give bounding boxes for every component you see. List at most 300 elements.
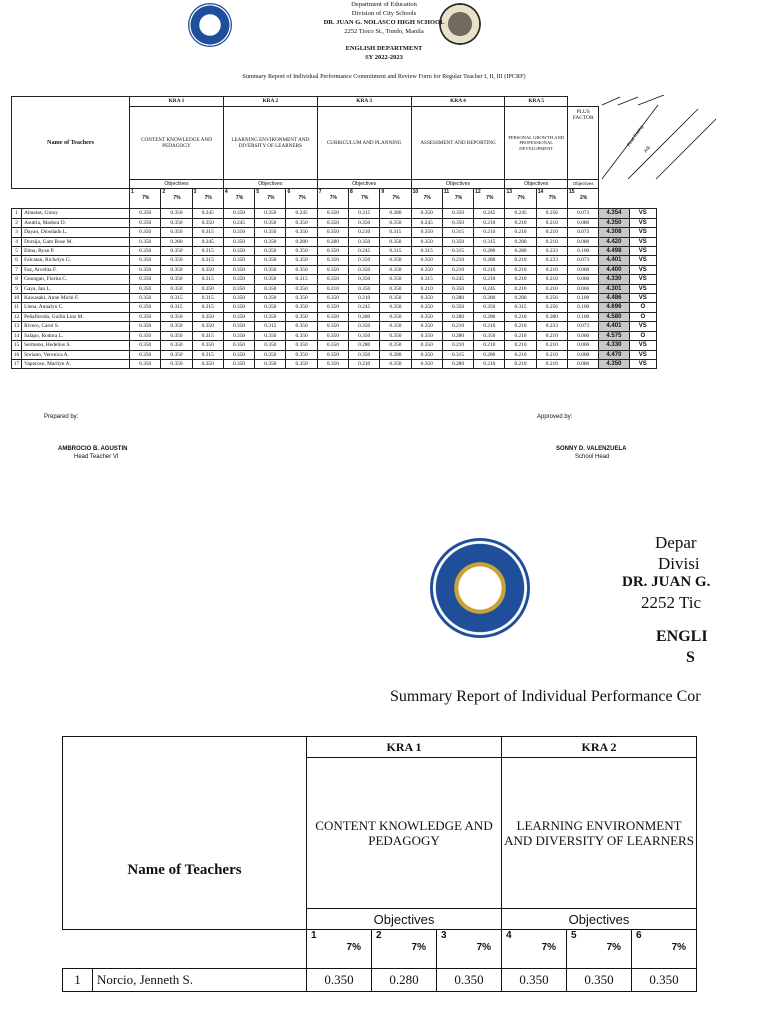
score-cell: 0.350	[223, 237, 254, 246]
score-cell: 0.350	[349, 265, 380, 274]
score-cell: 0.210	[505, 312, 536, 321]
score-cell: 0.350	[223, 228, 254, 237]
row-number: 11	[12, 303, 22, 312]
score-cell: 0.210	[474, 265, 505, 274]
zoom-score-cell: 0.280	[372, 969, 437, 992]
zoom-objective-number: 2	[376, 930, 382, 941]
kra-3-title: CURRICULUM AND PLANNING	[317, 107, 411, 180]
zoom-objective-number-cell	[307, 930, 372, 969]
zoom-objective-number: 4	[506, 930, 512, 941]
score-cell: 0.350	[130, 209, 161, 218]
zoom-score-cell: 0.350	[307, 969, 372, 992]
score-cell: 0.210	[536, 218, 567, 227]
score-cell: 0.350	[223, 322, 254, 331]
row-number: 1	[12, 209, 22, 218]
final-rating-cell: 4.350	[599, 218, 629, 227]
score-cell: 0.350	[130, 275, 161, 284]
prepared-by-name: AMBROCIO B. AGUSTIN	[58, 446, 128, 452]
score-cell: 0.350	[286, 228, 317, 237]
score-cell: 0.350	[411, 331, 442, 340]
teacher-name: Abuetas, Ginny	[22, 209, 130, 218]
score-cell: 0.350	[411, 256, 442, 265]
objective-number: 6	[287, 189, 291, 196]
zoom-kra-1-title: CONTENT KNOWLEDGE AND PEDAGOGY	[307, 758, 502, 909]
score-cell: 0.350	[130, 265, 161, 274]
objective-weight: 7%	[267, 195, 275, 202]
row-number: 2	[12, 218, 22, 227]
table-row	[12, 359, 657, 368]
score-cell: 0.350	[317, 331, 348, 340]
score-cell: 0.350	[223, 312, 254, 321]
score-cell: 0.350	[286, 256, 317, 265]
score-cell: 0.350	[380, 331, 411, 340]
zoom-objective-weight: 7%	[541, 942, 557, 953]
score-cell: 0.350	[317, 218, 348, 227]
row-number: 10	[12, 294, 22, 303]
score-cell: 0.350	[349, 322, 380, 331]
score-cell: 0.350	[286, 312, 317, 321]
score-cell: 0.280	[380, 350, 411, 359]
score-cell: 0.350	[317, 247, 348, 256]
table-row	[12, 331, 657, 340]
score-cell: 0.350	[223, 256, 254, 265]
score-cell: 0.315	[380, 228, 411, 237]
deped-seal-large-icon	[430, 538, 530, 638]
table-row	[12, 237, 657, 246]
score-cell: 0.210	[349, 359, 380, 368]
table-row	[12, 228, 657, 237]
objective-weight: 7%	[329, 195, 337, 202]
score-cell: 0.315	[192, 331, 223, 340]
score-cell: 0.350	[255, 237, 286, 246]
kra-3-objectives: Objectives	[317, 180, 411, 189]
score-cell: 0.210	[442, 265, 473, 274]
score-cell: 0.350	[255, 312, 286, 321]
score-cell: 0.350	[349, 218, 380, 227]
final-rating-cell: 4.400	[599, 265, 629, 274]
row-number: 6	[12, 256, 22, 265]
final-rating-cell: 4.486	[599, 294, 629, 303]
score-cell: 0.350	[255, 303, 286, 312]
score-cell: 0.210	[505, 322, 536, 331]
score-cell: 0.210	[442, 322, 473, 331]
score-cell: 0.350	[161, 284, 192, 293]
kra-5-label: KRA 5	[505, 97, 568, 107]
score-cell: 0.245	[192, 237, 223, 246]
zoom-department-name: ENGLI	[656, 628, 708, 645]
kra-5-objectives: Objectives	[505, 180, 568, 189]
zoom-objective-weight: 7%	[606, 942, 622, 953]
kra-1-title: CONTENT KNOWLEDGE AND PEDAGOGY	[130, 107, 224, 180]
score-cell: 0.350	[411, 350, 442, 359]
table-row	[12, 312, 657, 321]
teacher-name: Peñaflorida, Guilla Linz M.	[22, 312, 130, 321]
approved-by-name: SONNY D. VALENZUELA	[556, 446, 627, 452]
score-cell: 0.350	[411, 359, 442, 368]
score-cell: 0.350	[255, 247, 286, 256]
score-cell: 0.280	[505, 247, 536, 256]
score-cell: 0.350	[286, 322, 317, 331]
score-cell: 0.350	[380, 275, 411, 284]
score-cell: 0.210	[505, 359, 536, 368]
objective-number-cell	[505, 189, 536, 209]
score-cell: 0.350	[380, 256, 411, 265]
score-cell: 0.350	[161, 275, 192, 284]
score-cell: 0.210	[474, 275, 505, 284]
adjectival-rating-cell: VS	[629, 322, 656, 331]
score-cell: 0.280	[505, 294, 536, 303]
zoom-school-name: DR. JUAN G.	[622, 574, 711, 590]
score-cell: 0.350	[255, 359, 286, 368]
objective-weight: 7%	[517, 195, 525, 202]
division-text: Division of City Schools	[351, 10, 417, 17]
score-cell: 0.060	[568, 350, 599, 359]
score-cell: 0.350	[442, 209, 473, 218]
table-row	[12, 275, 657, 284]
score-cell: 0.350	[442, 284, 473, 293]
score-cell: 0.350	[317, 265, 348, 274]
score-cell: 0.350	[130, 228, 161, 237]
objective-number-row	[12, 189, 657, 209]
score-cell: 0.350	[161, 331, 192, 340]
score-cell: 0.210	[505, 228, 536, 237]
objective-number-cell	[411, 189, 442, 209]
table-row	[12, 265, 657, 274]
adjectival-rating-cell: VS	[629, 284, 656, 293]
score-cell: 0.256	[536, 294, 567, 303]
objective-number-cell	[474, 189, 505, 209]
kra-2-title: LEARNING ENVIRONMENT AND DIVERSITY OF LEARNERS	[223, 107, 317, 180]
zoom-objective-number-cell	[632, 930, 697, 969]
final-rating-cell: 4.301	[599, 284, 629, 293]
score-cell: 0.350	[130, 341, 161, 350]
score-cell: 0.210	[474, 322, 505, 331]
score-cell: 0.350	[349, 256, 380, 265]
score-cell: 0.350	[286, 331, 317, 340]
objective-number-cell	[286, 189, 317, 209]
score-cell: 0.245	[349, 247, 380, 256]
score-cell: 0.350	[286, 247, 317, 256]
zoom-division-text: Divisi	[658, 554, 700, 573]
final-rating-cell: 4.498	[599, 247, 629, 256]
zoom-objective-number: 5	[571, 930, 577, 941]
score-cell: 0.350	[223, 265, 254, 274]
objective-weight: 7%	[454, 195, 463, 202]
objective-number: 8	[350, 189, 353, 196]
adjectival-rating-cell: VS	[629, 256, 656, 265]
final-rating-cell: 4.401	[599, 322, 629, 331]
score-cell: 0.233	[536, 256, 567, 265]
score-cell: 0.060	[568, 341, 599, 350]
adjectival-rating-cell: VS	[629, 237, 656, 246]
score-cell: 0.350	[223, 303, 254, 312]
teacher-name: Guongan, Florita C.	[22, 275, 130, 284]
score-cell: 0.280	[505, 237, 536, 246]
score-cell: 0.100	[568, 303, 599, 312]
score-cell: 0.245	[474, 284, 505, 293]
score-cell: 0.350	[411, 341, 442, 350]
score-cell: 0.350	[317, 209, 348, 218]
score-cell: 0.350	[255, 256, 286, 265]
score-cell: 0.315	[192, 228, 223, 237]
blank-cell	[568, 97, 599, 107]
score-cell: 0.350	[161, 218, 192, 227]
score-cell: 0.350	[161, 256, 192, 265]
score-cell: 0.315	[286, 275, 317, 284]
score-cell: 0.245	[505, 209, 536, 218]
score-cell: 0.350	[130, 359, 161, 368]
final-rating-cell: 4.580	[599, 312, 629, 321]
kra-4-label: KRA 4	[411, 97, 505, 107]
score-cell: 0.315	[192, 303, 223, 312]
objective-weight: 7%	[392, 195, 400, 202]
score-cell: 0.080	[568, 237, 599, 246]
adjectival-rating-cell: O	[629, 303, 656, 312]
score-cell: 0.210	[536, 359, 567, 368]
score-cell: 0.350	[223, 247, 254, 256]
score-cell: 0.350	[161, 341, 192, 350]
objective-weight: 7%	[423, 195, 431, 202]
score-cell: 0.350	[192, 322, 223, 331]
objective-number: 15	[569, 189, 575, 196]
score-cell: 0.350	[349, 237, 380, 246]
adjectival-rating-cell: VS	[629, 341, 656, 350]
score-cell: 0.233	[536, 322, 567, 331]
zoom-score-cell: 0.350	[632, 969, 697, 992]
score-cell: 0.350	[255, 275, 286, 284]
score-cell: 0.210	[474, 359, 505, 368]
score-cell: 0.315	[411, 247, 442, 256]
zoom-score-cell: 0.350	[567, 969, 632, 992]
score-cell: 0.315	[192, 275, 223, 284]
score-cell: 0.350	[255, 341, 286, 350]
score-cell: 0.060	[568, 331, 599, 340]
zoom-kra-2-label: KRA 2	[502, 737, 697, 758]
score-cell: 0.210	[317, 284, 348, 293]
plus-factor-title: PLUS FACTOR	[568, 107, 599, 180]
score-cell: 0.280	[161, 237, 192, 246]
score-cell: 0.350	[317, 228, 348, 237]
kra-2-label: KRA 2	[223, 97, 317, 107]
zoom-objective-number-row	[63, 930, 697, 969]
objective-number-cell	[223, 189, 254, 209]
final-rating-cell: 4.330	[599, 275, 629, 284]
score-cell: 0.350	[286, 294, 317, 303]
score-cell: 0.280	[474, 247, 505, 256]
score-cell: 0.350	[130, 284, 161, 293]
teacher-name: Kawasaki, Anne Michi F.	[22, 294, 130, 303]
adjectival-rating-cell: O	[629, 312, 656, 321]
score-cell: 0.350	[161, 228, 192, 237]
score-cell: 0.210	[505, 256, 536, 265]
zoom-objective-number-cell	[437, 930, 502, 969]
row-number: 4	[12, 237, 22, 246]
zoom-objective-number: 3	[441, 930, 447, 941]
score-cell: 0.350	[411, 209, 442, 218]
score-cell: 0.245	[223, 218, 254, 227]
score-cell: 0.245	[474, 209, 505, 218]
score-cell: 0.350	[223, 284, 254, 293]
objective-number: 10	[412, 189, 419, 196]
department-text: Department of Education	[351, 1, 417, 8]
score-cell: 0.350	[161, 312, 192, 321]
objective-number-cell	[536, 189, 567, 209]
score-cell: 0.210	[411, 284, 442, 293]
score-cell: 0.280	[442, 359, 473, 368]
final-rating-cell: 4.420	[599, 237, 629, 246]
score-cell: 0.350	[317, 275, 348, 284]
objective-number-cell	[161, 189, 192, 209]
school-year: SY 2022-2023	[365, 54, 403, 61]
score-cell: 0.280	[474, 350, 505, 359]
score-cell: 0.350	[192, 341, 223, 350]
score-cell: 0.073	[568, 228, 599, 237]
objective-number-cell	[192, 189, 223, 209]
score-cell: 0.256	[536, 303, 567, 312]
score-cell: 0.245	[286, 209, 317, 218]
final-rating-cell: 4.354	[599, 209, 629, 218]
score-cell: 0.210	[442, 341, 473, 350]
score-cell: 0.245	[192, 209, 223, 218]
score-cell: 0.060	[568, 265, 599, 274]
adjectival-rating-cell: VS	[629, 218, 656, 227]
objective-number: 9	[381, 189, 385, 196]
score-cell: 0.350	[442, 303, 473, 312]
final-rating-cell: 4.330	[599, 341, 629, 350]
score-cell: 0.280	[349, 312, 380, 321]
score-cell: 0.210	[505, 218, 536, 227]
row-number: 15	[12, 341, 22, 350]
department-name: ENGLISH DEPARTMENT	[345, 45, 423, 52]
objective-number: 11	[443, 189, 450, 196]
approved-by-title: School Head	[575, 454, 610, 460]
score-cell: 0.350	[161, 350, 192, 359]
score-cell: 0.315	[474, 237, 505, 246]
zoom-objective-weight: 7%	[346, 942, 361, 953]
score-cell: 0.315	[380, 247, 411, 256]
teacher-name: Llena, Annalyn C.	[22, 303, 130, 312]
zoom-name-header: Name of Teachers	[63, 737, 307, 930]
teacher-name: Faz, Arcelita F.	[22, 265, 130, 274]
ipcrf-summary-table	[11, 96, 657, 369]
score-cell: 0.350	[411, 303, 442, 312]
score-cell: 0.210	[536, 237, 567, 246]
score-cell: 0.315	[192, 256, 223, 265]
score-cell: 0.350	[411, 237, 442, 246]
row-number: 13	[12, 322, 22, 331]
score-cell: 0.256	[536, 209, 567, 218]
adjectival-rating-cell: VS	[629, 359, 656, 368]
objective-number: 4	[224, 189, 228, 196]
objective-number: 2	[162, 189, 166, 196]
final-rating-cell: 4.696	[599, 303, 629, 312]
score-cell: 0.210	[442, 256, 473, 265]
prepared-by-title: Head Teacher VI	[74, 454, 119, 460]
score-cell: 0.350	[130, 247, 161, 256]
zoom-kra-1-label: KRA 1	[307, 737, 502, 758]
objective-weight: 7%	[486, 195, 494, 202]
score-cell: 0.350	[286, 359, 317, 368]
row-number: 12	[12, 312, 22, 321]
score-cell: 0.350	[130, 322, 161, 331]
table-row	[12, 209, 657, 218]
school-address: 2252 Tioco St., Tondo, Manila	[344, 28, 424, 35]
score-cell: 0.100	[568, 294, 599, 303]
score-cell: 0.280	[349, 341, 380, 350]
score-cell: 0.350	[192, 218, 223, 227]
zoom-score-cell: 0.350	[437, 969, 502, 992]
objective-number-cell	[255, 189, 286, 209]
teacher-name: Salapo, Rodora L.	[22, 331, 130, 340]
score-cell: 0.073	[568, 322, 599, 331]
kra-label-row	[12, 97, 657, 107]
teacher-name: Sermeno, Hedelius S.	[22, 341, 130, 350]
objective-number: 7	[318, 189, 322, 196]
objective-weight: 7%	[361, 195, 369, 202]
final-rating-cell: 4.308	[599, 228, 629, 237]
score-cell: 0.280	[317, 237, 348, 246]
zoom-kra-2-title: LEARNING ENVIRONMENT AND DIVERSITY OF LEARNERS	[502, 758, 697, 909]
score-cell: 0.350	[223, 294, 254, 303]
objective-weight: 7%	[142, 195, 150, 202]
score-cell: 0.080	[568, 218, 599, 227]
score-cell: 0.350	[380, 218, 411, 227]
score-cell: 0.315	[192, 247, 223, 256]
score-cell: 0.210	[349, 294, 380, 303]
score-cell: 0.210	[536, 341, 567, 350]
score-cell: 0.315	[192, 350, 223, 359]
objective-number-cell	[349, 189, 380, 209]
objective-weight: 2%	[580, 195, 588, 202]
score-cell: 0.350	[130, 331, 161, 340]
approved-by-label: Approved by:	[537, 414, 573, 420]
adjectival-rating-cell: VS	[629, 265, 656, 274]
teacher-name: Elma, Ryan P.	[22, 247, 130, 256]
score-cell: 0.210	[536, 228, 567, 237]
score-cell: 0.060	[568, 275, 599, 284]
score-cell: 0.210	[536, 331, 567, 340]
score-cell: 0.350	[317, 303, 348, 312]
teacher-name: Rivero, Carol S.	[22, 322, 130, 331]
score-cell: 0.350	[192, 359, 223, 368]
zoom-report-title: Summary Report of Individual Performance Cor	[390, 688, 701, 705]
score-cell: 0.350	[349, 284, 380, 293]
table-row	[12, 218, 657, 227]
final-rating-cell: 4.470	[599, 350, 629, 359]
score-cell: 0.073	[568, 256, 599, 265]
score-cell: 0.210	[536, 350, 567, 359]
zoom-school-address: 2252 Tic	[641, 593, 701, 612]
score-cell: 0.080	[568, 359, 599, 368]
score-cell: 0.350	[286, 218, 317, 227]
objective-number-cell	[568, 189, 599, 209]
table-row	[12, 256, 657, 265]
score-cell: 0.210	[536, 284, 567, 293]
score-cell: 0.073	[568, 209, 599, 218]
adjectival-rating-cell: VS	[629, 275, 656, 284]
final-rating-cell: 4.401	[599, 256, 629, 265]
score-cell: 0.350	[286, 350, 317, 359]
score-cell: 0.350	[161, 265, 192, 274]
report-title: Summary Report of Individual Performance Commitment and Review Form for Regular Teacher I, II, III (IPCRF)	[242, 73, 526, 80]
table-row	[12, 284, 657, 293]
blank-cell	[12, 189, 130, 209]
score-cell: 0.350	[192, 265, 223, 274]
score-cell: 0.350	[317, 359, 348, 368]
kra-4-objectives: Objectives	[411, 180, 505, 189]
objective-number: 3	[193, 189, 197, 196]
score-cell: 0.350	[380, 312, 411, 321]
